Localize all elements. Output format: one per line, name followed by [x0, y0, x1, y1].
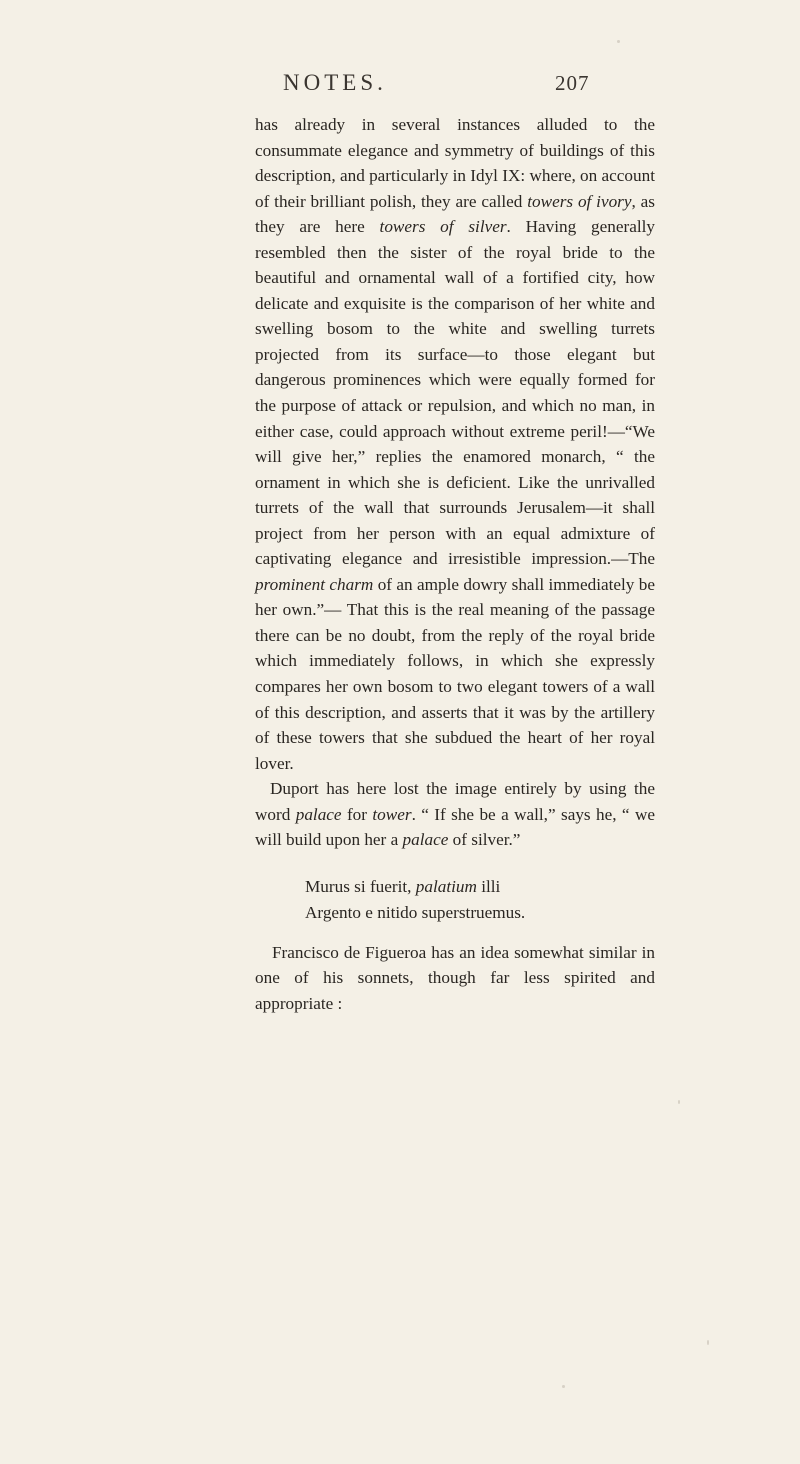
italic-phrase: tower: [372, 804, 412, 824]
verse-line-2: Argento e nitido superstruemus.: [305, 902, 526, 922]
paper-speck: [562, 1385, 565, 1388]
italic-phrase: prominent charm: [255, 574, 374, 594]
verse-line-1: Murus si fuerit, palatium illi: [305, 876, 501, 896]
paper-speck: [678, 1100, 680, 1104]
italic-phrase: towers of silver: [379, 217, 507, 237]
paper-speck: [707, 1340, 709, 1345]
italic-phrase: palatium: [415, 876, 477, 896]
latin-verse: [255, 874, 655, 926]
paragraph-3: Francisco de Figueroa has an idea somewhat similar in one of his sonnets, though far less spirited and appropriate :: [255, 942, 655, 1013]
italic-phrase: palace: [295, 804, 342, 824]
paragraph-1: has already in several instances alluded to the consummate elegance and symmetry of buildings of this description, and particularly in Idyl IX: where, on account of their brilliant polish, they are called towers of ivory, as they are here towers of silver. Having generally resembled then the sister of the royal bride to the beautiful and ornamental wall of a fortified city, how delicate and exquisite is the comparison of her white and swelling bosom to the white and swelling turrets projected from its surface—to those elegant but dangerous prominences which were equally formed for the purpose of attack or repulsion, and which no man, in either case, could approach without extreme peril!—“We will give her,” replies the enamored monarch, “ the ornament in which she is deficient. Like the unrivalled turrets of the wall that surrounds Jerusalem—it shall project from her person with an equal admixture of captivating elegance and irresistible impression.—The prominent charm of an ample dowry shall immediately be her own.”— That this is the real meaning of the passage there can be no doubt, from the reply of the royal bride which immediately follows, in which she expressly compares her own bosom to two elegant towers of a wall of this description, and asserts that it was by the artillery of these towers that she subdued the heart of her royal lover.: [255, 115, 655, 773]
running-head: NOTES.: [283, 70, 387, 95]
body-text: [255, 112, 655, 1017]
paper-speck: [617, 40, 620, 43]
italic-phrase: towers of ivory: [527, 191, 632, 211]
paragraph-2: Duport has here lost the image entirely by using the word palace for tower. “ If she be a wall,” says he, “ we will build upon her a palace of silver.”: [255, 779, 655, 850]
italic-phrase: palace: [402, 830, 449, 850]
page-number: 207: [555, 71, 590, 95]
page-header: [0, 70, 800, 100]
